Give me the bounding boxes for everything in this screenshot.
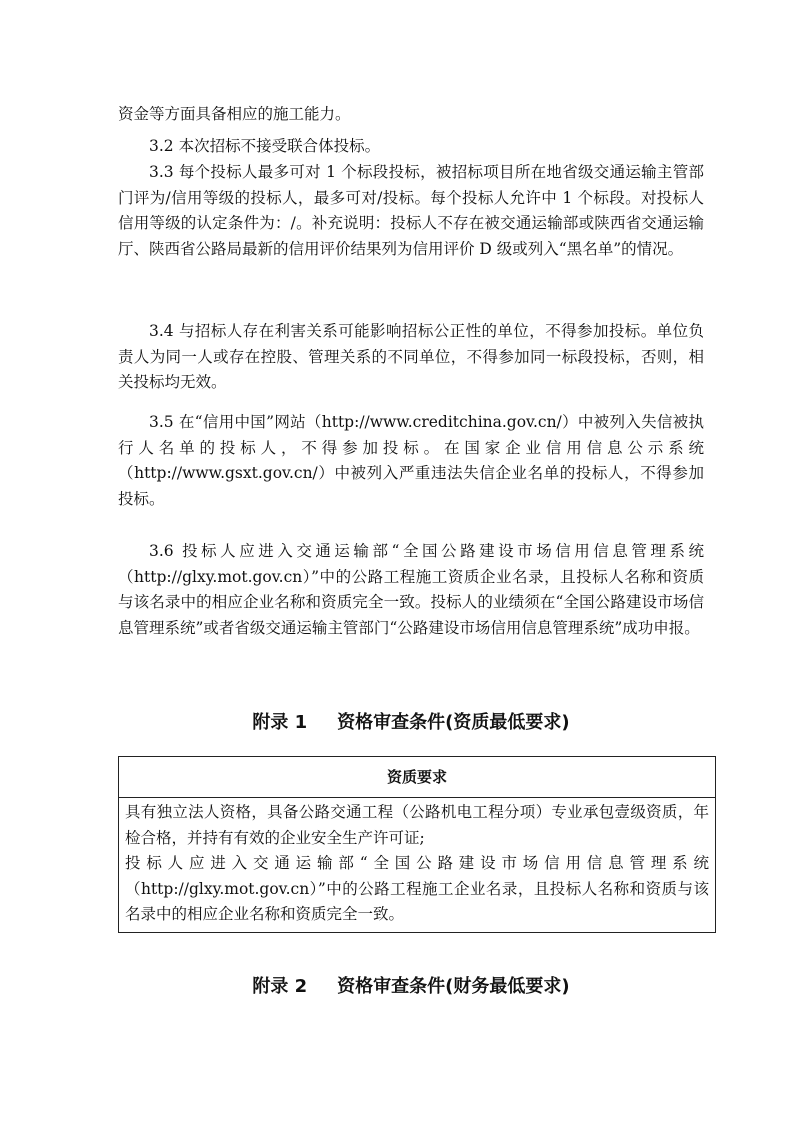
appendix-1-heading xyxy=(118,708,704,734)
paragraph-capability: 资金等方面具备相应的施工能力。 xyxy=(118,105,351,123)
paragraph-3-3: 3.3 每个投标人最多可对 1 个标段投标，被招标项目所在地省级交通运输主管部门评为/信用等级的投标人，最多可对/投标。每个投标人允许中 1 个标段。对投标人信用等级的认定条件为：/。补充说明：投标人不存在被交通运输部或陕西省交通运输厅、陕西省公路局最新的信用评价结果列为信用评价 D 级或列入“黑名单”的情况。 xyxy=(118,163,704,258)
paragraph-3-5: 3.5 在“信用中国”网站（http://www.creditchina.gov.cn/）中被列入失信被执行人名单的投标人，不得参加投标。在国家企业信用信息公示系统（http://www.gsxt.gov.cn/）中被列入严重违法失信企业名单的投标人，不得参加投标。 xyxy=(118,413,704,508)
qualification-table-header: 资质要求 xyxy=(119,757,715,798)
appendix-1-title: 资格审查条件(资质最低要求) xyxy=(337,712,570,733)
paragraph-3-4: 3.4 与招标人存在利害关系可能影响招标公正性的单位，不得参加投标。单位负责人为同一人或存在控股、管理关系的不同单位，不得参加同一标段投标，否则，相关投标均无效。 xyxy=(118,322,704,391)
appendix-2-label: 附录 2 xyxy=(252,976,308,997)
qualification-row: 投标人应进入交通运输部“全国公路建设市场信用信息管理系统（http://glxy.mot.gov.cn）”中的公路工程施工企业名录，且投标人名称和资质与该名录中的相应企业名称和资质完全一致。 xyxy=(125,854,709,923)
appendix-2-heading xyxy=(118,972,704,998)
appendix-1-label: 附录 1 xyxy=(252,712,308,733)
qualification-table xyxy=(118,756,716,933)
paragraph-3-6: 3.6 投标人应进入交通运输部“全国公路建设市场信用信息管理系统（http://glxy.mot.gov.cn）”中的公路工程施工资质企业名录，且投标人名称和资质与该名录中的相应企业名称和资质完全一致。投标人的业绩须在“全国公路建设市场信息管理系统”或者省级交通运输主管部门“公路建设市场信用信息管理系统”成功申报。 xyxy=(118,542,704,637)
appendix-2-title: 资格审查条件(财务最低要求) xyxy=(337,976,570,997)
paragraph-3-2: 3.2 本次招标不接受联合体投标。 xyxy=(149,137,381,155)
qualification-table-body xyxy=(119,798,715,932)
qualification-row: 具有独立法人资格，具备公路交通工程（公路机电工程分项）专业承包壹级资质，年检合格，并持有有效的企业安全生产许可证; xyxy=(125,803,709,847)
